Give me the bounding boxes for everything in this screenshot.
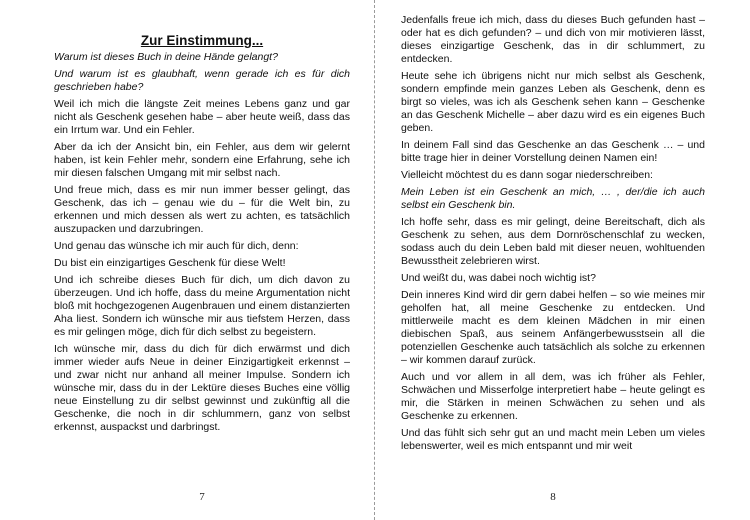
right-page-content: [401, 14, 705, 457]
paragraph: Ich wünsche mir, dass du dich für dich erwärmst und dich immer wieder aufs Neue in deiner Einzigartigkeit erkennst – und zwar nicht nur anhand all meiner Impulse. Sondern ich wünsche mir, dass du in der Lektüre dieses Buches eine völlig neue Einstellung zu dir selbst gewinnst und zukünftig all die Geschenke, die noch in dir schlummern, ganz von selbst erkennst, auspackst und darbringst.: [54, 343, 350, 433]
paragraph: Jedenfalls freue ich mich, dass du dieses Buch gefunden hast – oder hat es dich gefunden? – und dich von mir motivieren lässt, dieses einzigartige Geschenk, das in dir schlummert, zu entdecken.: [401, 14, 705, 65]
paragraph: Aber da ich der Ansicht bin, ein Fehler, aus dem wir gelernt haben, ist kein Fehler mehr, sondern eine Erfahrung, sehe ich mir diesen falschen Umgang mit mir selbst nach.: [54, 141, 350, 179]
paragraph: Und warum ist es glaubhaft, wenn gerade ich es für dich geschrieben habe?: [54, 68, 350, 93]
paragraph: Und weißt du, was dabei noch wichtig ist?: [401, 272, 596, 284]
paragraph: Weil ich mich die längste Zeit meines Lebens ganz und gar nicht als Geschenk gesehen habe – aber heute weiß, dass das ein Irrtum war. Und ein Fehler.: [54, 98, 350, 136]
paragraph: In deinem Fall sind das Geschenke an das Geschenk … – und bitte trage hier in deiner Vorstellung deinen Namen ein!: [401, 139, 705, 164]
left-page-content: [54, 33, 350, 438]
left-page-paragraphs: [54, 51, 350, 434]
chapter-title: Zur Einstimmung...: [140, 33, 264, 48]
left-page: [54, 0, 350, 520]
paragraph: Und ich schreibe dieses Buch für dich, um dich davon zu überzeugen. Und ich hoffe, dass du meine Argumentation nicht bloß mit hochgezogenen Augenbrauen und einem distanzierten Aha liest. Sondern ich wünsche mir aus tiefstem Herzen, dass es mir gelingen möge, dich für dich selbst zu begeistern.: [54, 274, 350, 338]
right-page-paragraphs: [401, 14, 705, 453]
paragraph: Mein Leben ist ein Geschenk an mich, … , der/die ich auch selbst ein Geschenk bin.: [401, 186, 705, 211]
paragraph: Ich hoffe sehr, dass es mir gelingt, deine Bereitschaft, dich als Geschenk zu sehen, aus dem Dornröschenschlaf zu wecken, sodass auch du dein Leben bald mit dieser neuen, wohltuenden Bewusstheit zelebrieren wirst.: [401, 216, 705, 267]
paragraph: Warum ist dieses Buch in deine Hände gelangt?: [54, 51, 278, 63]
paragraph: Und freue mich, dass es mir nun immer besser gelingt, das Geschenk, das ich – genau wie du – für die Welt bin, zu erkennen und mich dessen als wert zu achten, es tatsächlich auszupacken und darzubringen.: [54, 184, 350, 235]
paragraph: Dein inneres Kind wird dir gern dabei helfen – so wie meines mir geholfen hat, all meine Geschenke zu entdecken. Und mittlerweile macht es dem kleinen Mädchen in mir einen diebischen Spaß, aus seinem Anfängerbewusstsein all die potenziellen Geschenke auch tatsächlich als solche zu erkennen – wir kommen darauf zurück.: [401, 289, 705, 366]
paragraph: Du bist ein einzigartiges Geschenk für diese Welt!: [54, 257, 286, 269]
page-divider: [374, 0, 375, 520]
paragraph: Und genau das wünsche ich mir auch für dich, denn:: [54, 240, 299, 252]
paragraph: Auch und vor allem in all dem, was ich früher als Fehler, Schwächen und Misserfolge interpretiert habe – heute gelingt es mir, die Stärken in meinen Schwächen zu sehen und als Geschenke zu erkennen.: [401, 371, 705, 422]
paragraph: Und das fühlt sich sehr gut an und macht mein Leben um vieles lebenswerter, weil es mich entspannt und mir weit: [401, 427, 705, 452]
page-number-right: 8: [550, 491, 556, 503]
right-page: [401, 0, 705, 520]
page-number-left: 7: [199, 491, 205, 503]
paragraph: Heute sehe ich übrigens nicht nur mich selbst als Geschenk, sondern empfinde mein ganzes Leben als Geschenk, denn es birgt so vieles, was ich als Geschenk sehen kann – Geschenke an das Geschenk Michelle – aber dazu wird es ein eigenes Buch geben.: [401, 70, 705, 134]
paragraph: Vielleicht möchtest du es dann sogar niederschreiben:: [401, 169, 653, 181]
